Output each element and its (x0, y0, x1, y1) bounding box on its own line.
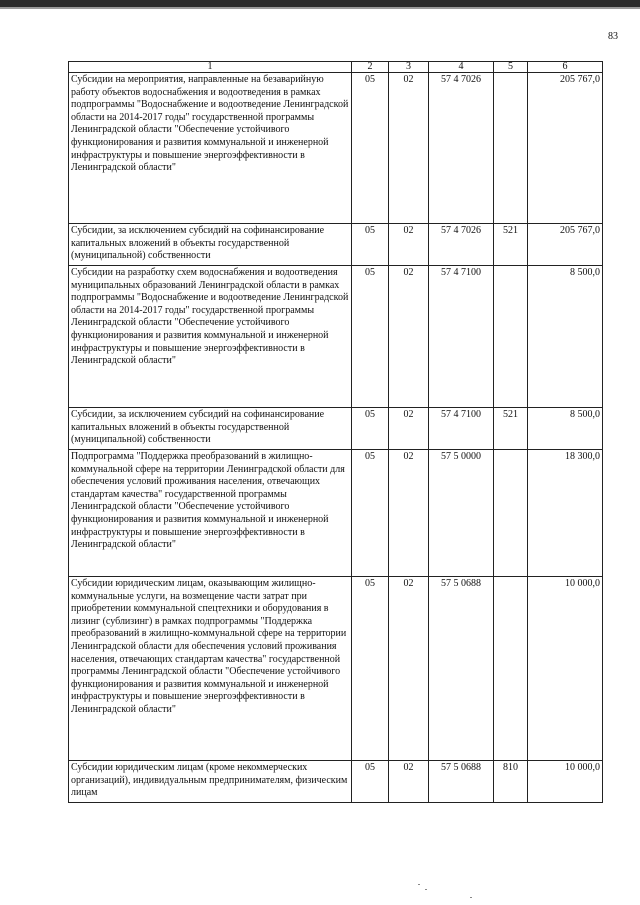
table-row (69, 761, 603, 803)
scan-speck (425, 889, 427, 890)
scan-top-border-shadow (0, 7, 640, 9)
row-amount: 8 500,0 (528, 408, 603, 450)
row-section: 05 (352, 577, 389, 761)
row-subsection: 02 (389, 224, 429, 266)
table-row (69, 577, 603, 761)
row-amount: 8 500,0 (528, 266, 603, 408)
row-amount: 10 000,0 (528, 761, 603, 803)
header-col-4: 4 (429, 62, 494, 73)
table-row (69, 450, 603, 577)
row-target-code: 57 4 7026 (429, 224, 494, 266)
table-row (69, 224, 603, 266)
row-expense-type: 521 (494, 224, 528, 266)
row-expense-type (494, 266, 528, 408)
header-col-5: 5 (494, 62, 528, 73)
header-col-1: 1 (69, 62, 352, 73)
row-subsection: 02 (389, 761, 429, 803)
row-expense-type: 521 (494, 408, 528, 450)
row-section: 05 (352, 450, 389, 577)
row-target-code: 57 5 0688 (429, 577, 494, 761)
row-name: Субсидии на мероприятия, направленные на безаварийную работу объектов водоснабжения и водоотведения в рамках подпрограммы "Водоснабжение и водоотведение Ленинградской области на 2014-2017 годы" государственной программы Ленинградской области "Обеспечение устойчивого функционирования и развития коммунальной и инженерной инфраструктуры и повышение энергоэффективности в Ленинградской области" (69, 73, 352, 224)
table-row (69, 73, 603, 224)
scan-speck (418, 884, 420, 885)
row-target-code: 57 5 0000 (429, 450, 494, 577)
row-target-code: 57 4 7026 (429, 73, 494, 224)
row-name: Субсидии, за исключением субсидий на софинансирование капитальных вложений в объекты государственной (муниципальной) собственности (69, 408, 352, 450)
page-number: 83 (608, 31, 618, 42)
row-name: Подпрограмма "Поддержка преобразований в жилищно-коммунальной сфере на территории Ленинградской области для обеспечения условий проживания населения, отвечающих стандартам качества" государственной программы Ленинградской области "Обеспечение устойчивого функционирования и развития коммунальной и инженерной инфраструктуры и повышение энергоэффективности в Ленинградской области" (69, 450, 352, 577)
row-subsection: 02 (389, 450, 429, 577)
row-expense-type (494, 450, 528, 577)
row-amount: 205 767,0 (528, 224, 603, 266)
row-name: Субсидии юридическим лицам (кроме некоммерческих организаций), индивидуальным предпринимателям, физическим лицам (69, 761, 352, 803)
row-amount: 18 300,0 (528, 450, 603, 577)
row-section: 05 (352, 266, 389, 408)
table-row (69, 408, 603, 450)
table-header-row (69, 62, 603, 73)
row-section: 05 (352, 761, 389, 803)
row-target-code: 57 4 7100 (429, 408, 494, 450)
budget-table (68, 61, 603, 803)
row-expense-type (494, 577, 528, 761)
row-section: 05 (352, 224, 389, 266)
row-amount: 10 000,0 (528, 577, 603, 761)
table-row (69, 266, 603, 408)
row-section: 05 (352, 73, 389, 224)
row-name: Субсидии юридическим лицам, оказывающим жилищно-коммунальные услуги, на возмещение части затрат при приобретении коммунальной спецтехники и оборудования в лизинг (сублизинг) в рамках подпрограммы "Поддержка преобразований в жилищно-коммунальной сфере на территории Ленинградской области для обеспечения условий проживания населения, отвечающих стандартам качества" государственной программы Ленинградской области "Обеспечение устойчивого функционирования и развития коммунальной и инженерной инфраструктуры и повышение энергоэффективности в Ленинградской области" (69, 577, 352, 761)
row-subsection: 02 (389, 577, 429, 761)
row-expense-type (494, 73, 528, 224)
scan-top-border (0, 0, 640, 7)
row-target-code: 57 5 0688 (429, 761, 494, 803)
header-col-6: 6 (528, 62, 603, 73)
row-amount: 205 767,0 (528, 73, 603, 224)
row-subsection: 02 (389, 73, 429, 224)
row-subsection: 02 (389, 408, 429, 450)
row-subsection: 02 (389, 266, 429, 408)
row-target-code: 57 4 7100 (429, 266, 494, 408)
row-expense-type: 810 (494, 761, 528, 803)
header-col-3: 3 (389, 62, 429, 73)
row-name: Субсидии на разработку схем водоснабжения и водоотведения муниципальных образований Ленинградской области в рамках подпрограммы "Водоснабжение и водоотведение Ленинградской области на 2014-2017 годы" государственной программы Ленинградской области "Обеспечение устойчивого функционирования и развития коммунальной и инженерной инфраструктуры и повышение энергоэффективности в Ленинградской области" (69, 266, 352, 408)
scan-speck (470, 897, 472, 898)
row-section: 05 (352, 408, 389, 450)
header-col-2: 2 (352, 62, 389, 73)
row-name: Субсидии, за исключением субсидий на софинансирование капитальных вложений в объекты государственной (муниципальной) собственности (69, 224, 352, 266)
